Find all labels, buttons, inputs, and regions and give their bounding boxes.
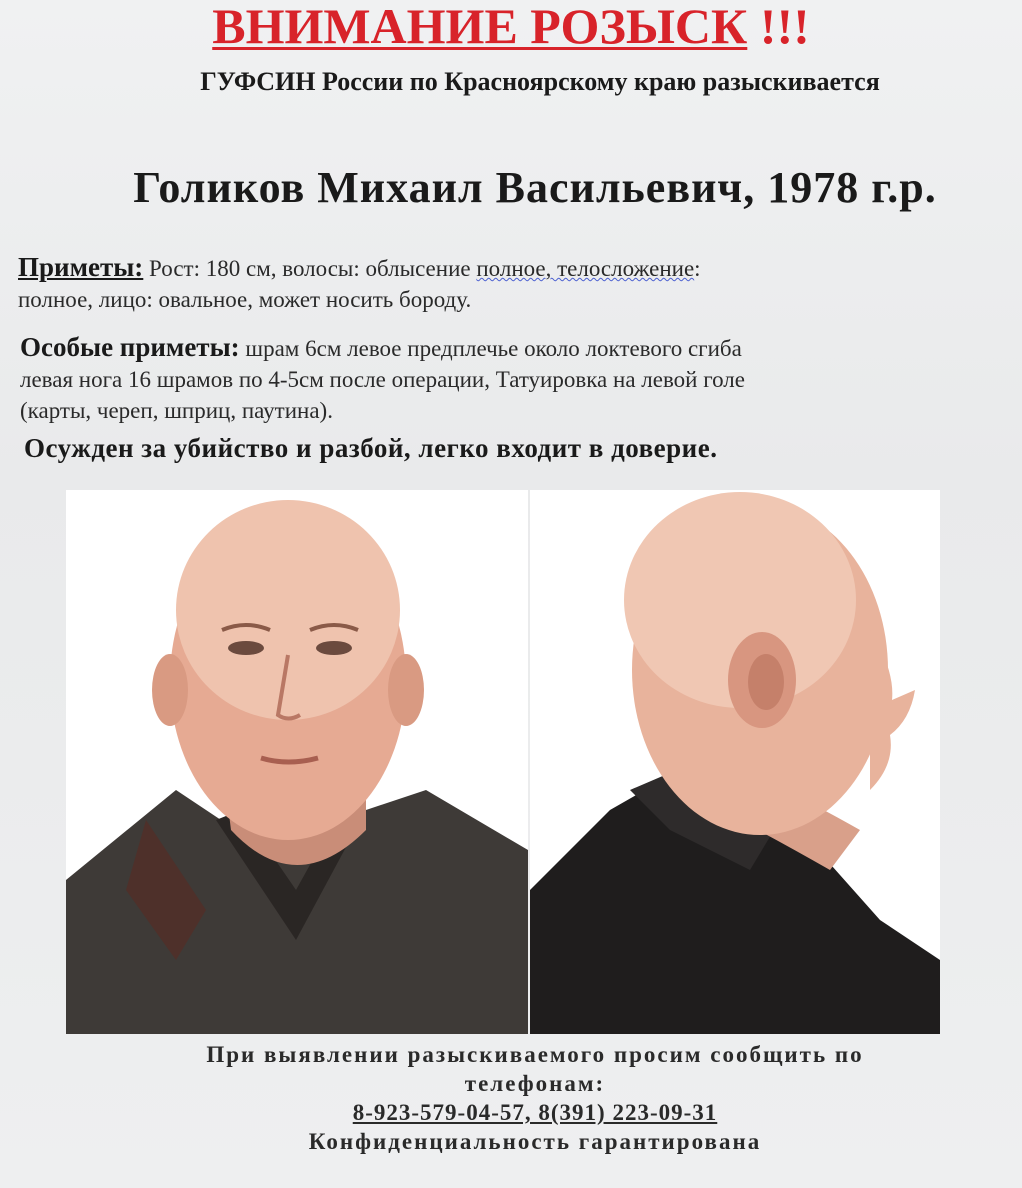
contact-block bbox=[0, 1040, 1022, 1156]
front-photo bbox=[66, 490, 528, 1034]
signs-text-1b: полное, телосложение bbox=[476, 256, 695, 281]
footer-line-1: При выявлении разыскиваемого просим сообщить по bbox=[206, 1042, 864, 1067]
signs-label: Приметы: bbox=[18, 252, 144, 282]
title-exclaim: !!! bbox=[759, 0, 810, 54]
footer-line-2: телефонам: bbox=[464, 1071, 606, 1096]
special-text-1: шрам 6см левое предплечье около локтевого сгиба bbox=[245, 336, 742, 361]
conviction-label: Осужден за убийство и разбой, легко входит в доверие bbox=[24, 433, 711, 463]
conviction-text: Осужден за убийство и разбой, легко входит в доверие. bbox=[24, 433, 718, 463]
signs-text-1c: : bbox=[694, 256, 701, 281]
signs-line-1 bbox=[18, 252, 1018, 284]
description-block bbox=[18, 252, 1018, 315]
signs-text-1a: Рост: 180 см, волосы: облысение bbox=[149, 256, 477, 281]
wanted-person-name: Голиков Михаил Васильевич, 1978 г.р. bbox=[133, 163, 937, 212]
special-label: Особые приметы: bbox=[20, 332, 240, 362]
signs-line-2: полное, лицо: овальное, может носить бороду. bbox=[18, 287, 472, 312]
poster-title bbox=[0, 0, 1022, 52]
special-line-2: левая нога 16 шрамов по 4-5см после операции, Татуировка на левой голе bbox=[20, 367, 745, 392]
special-line-3: (карты, череп, шприц, паутина). bbox=[20, 398, 333, 423]
profile-photo bbox=[530, 490, 940, 1034]
poster-subtitle: ГУФСИН России по Красноярскому краю разыскивается bbox=[200, 67, 880, 96]
special-signs-block bbox=[20, 332, 1020, 426]
phone-numbers: 8-923-579-04-57, 8(391) 223-09-31 bbox=[352, 1100, 718, 1125]
confidentiality-note: Конфиденциальность гарантирована bbox=[308, 1129, 762, 1154]
title-text: ВНИМАНИЕ РОЗЫСК bbox=[212, 0, 748, 54]
special-line-1 bbox=[20, 332, 1020, 364]
